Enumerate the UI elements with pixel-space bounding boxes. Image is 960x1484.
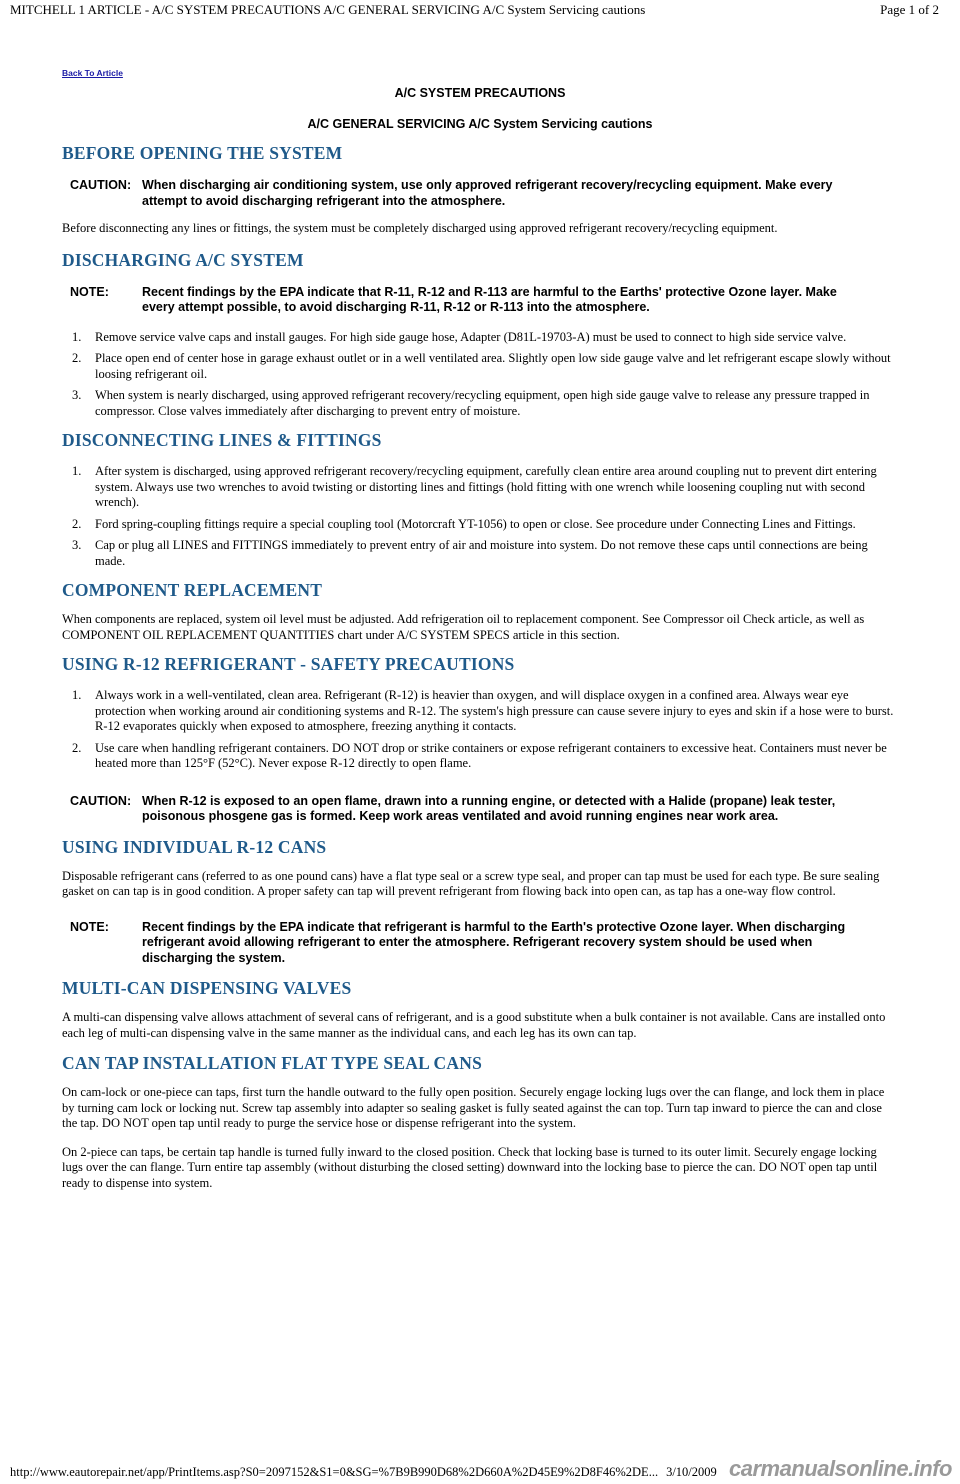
list-number: 3.: [72, 388, 82, 402]
list-text: Use care when handling refrigerant containers. DO NOT drop or strike containers or expose refrigerant containers to excessive heat. Containers must never be heated more than 125°F (52°C). Never expose R-12 directly to open flame.: [95, 740, 887, 770]
note-text: Recent findings by the EPA indicate that R-11, R-12 and R-113 are harmful to the Earths' protective Ozone layer. Make every attempt possible, to avoid discharging R-11, R-12 or R-113 into the atmosphere.: [142, 284, 837, 314]
list-text: After system is discharged, using approved refrigerant recovery/recycling equipment, carefully clean entire area around coupling nut to prevent dirt entering system. Always use two wrenches to avoid twisting or distorting lines and fittings (hold fitting with one wrench while loosening coupling nut with second wrench).: [95, 464, 877, 509]
caution-box: [62, 178, 898, 209]
list-number: 1.: [72, 329, 82, 344]
print-header-title: MITCHELL 1 ARTICLE - A/C SYSTEM PRECAUTIONS A/C GENERAL SERVICING A/C System Servicing cautions: [10, 2, 646, 17]
list-item: [62, 517, 898, 533]
list-number: 2.: [72, 351, 82, 365]
caution-text: When discharging air conditioning system, use only approved refrigerant recovery/recycling equipment. Make every attempt to avoid discharging refrigerant into the atmosphere.: [142, 178, 833, 208]
print-footer: [10, 1465, 717, 1480]
back-to-article-link[interactable]: Back To Article: [62, 68, 123, 78]
list-item: [62, 538, 898, 569]
caution-box: [62, 794, 898, 825]
document-subtitle: A/C GENERAL SERVICING A/C System Servicing cautions: [307, 117, 653, 131]
watermark-logo: carmanualsonline.info: [729, 1456, 952, 1481]
paragraph: Before disconnecting any lines or fittings, the system must be completely discharged using approved refrigerant recovery/recycling equipment.: [62, 221, 778, 235]
section-heading-component-replacement: COMPONENT REPLACEMENT: [62, 580, 323, 600]
section-heading-disconnecting: DISCONNECTING LINES & FITTINGS: [62, 430, 382, 450]
list-item: [62, 351, 898, 382]
footer-url: http://www.eautorepair.net/app/PrintItems.asp?S0=2097152&S1=0&SG=%7B9B990D68%2D660A%2D45E9%2D8F46%2DE...: [10, 1465, 659, 1479]
disconnecting-steps: [62, 464, 898, 569]
section-heading-r12-safety: USING R-12 REFRIGERANT - SAFETY PRECAUTIONS: [62, 654, 515, 674]
paragraph: A multi-can dispensing valve allows attachment of several cans of refrigerant, and is a good substitute when a bulk container is not available. Cans are installed onto each leg of multi-can dispensing valve in the same manner as the individual cans, and each leg has its own can tap.: [62, 1010, 886, 1040]
list-text: Cap or plug all LINES and FITTINGS immediately to prevent entry of air and moisture into system. Do not remove these caps until connections are being made.: [95, 538, 868, 568]
article-content: [62, 68, 898, 1191]
section-heading-multi-can: MULTI-CAN DISPENSING VALVES: [62, 978, 352, 998]
note-text: Recent findings by the EPA indicate that refrigerant is harmful to the Earth's protective Ozone layer. When discharging refrigerant avoid allowing refrigerant to enter the atmosphere. Refrigerant recovery system should be used when discharging the system.: [142, 919, 846, 965]
list-item: [62, 464, 898, 511]
section-heading-individual-cans: USING INDIVIDUAL R-12 CANS: [62, 836, 327, 857]
list-text: Ford spring-coupling fittings require a special coupling tool (Motorcraft YT-1056) to open or close. See procedure under Connecting Lines and Fittings.: [95, 516, 856, 531]
list-item: [62, 388, 898, 419]
note-label: NOTE:: [70, 919, 109, 934]
list-number: 1.: [72, 464, 82, 478]
footer-date: 3/10/2009: [666, 1465, 717, 1479]
note-box: [62, 285, 898, 316]
list-number: 1.: [72, 688, 82, 702]
section-heading-can-tap: CAN TAP INSTALLATION FLAT TYPE SEAL CANS: [62, 1053, 483, 1073]
list-number: 2.: [72, 740, 82, 755]
list-item: [62, 330, 898, 346]
note-box: [62, 920, 898, 967]
list-number: 2.: [72, 516, 82, 531]
list-text: Place open end of center hose in garage exhaust outlet or in a well ventilated area. Slightly open low side gauge valve and let refrigerant escape slowly without loosing refrigerant oil.: [95, 351, 891, 381]
list-text: Always work in a well-ventilated, clean area. Refrigerant (R-12) is heavier than oxygen, and will displace oxygen in a confined area. Always wear eye protection when working around air conditioning systems and R-12. The system's high pressure can cause severe injury to eyes and skin if a hose were to burst. R-12 evaporates quickly when exposed to atmosphere, freezing anything it contacts.: [95, 688, 894, 733]
list-number: 3.: [72, 538, 82, 552]
list-text: When system is nearly discharged, using approved refrigerant recovery/recycling equipment, open high side gauge valve to release any pressure trapped in compressor. Close valves immediately after discharging to prevent entry of moisture.: [95, 388, 870, 418]
page-number: Page 1 of 2: [880, 2, 939, 17]
r12-safety-steps: [62, 688, 898, 772]
page-header: [0, 0, 960, 20]
paragraph: On cam-lock or one-piece can taps, first turn the handle outward to the fully open position. Securely engage locking lugs over the can flange, and lock them in place by turning cam lock or locking nut. Screw tap assembly into adapter so sealing gasket is fully seated against the can top. Turn tap inward to pierce the can and close the tap. DO NOT open tap until ready to purge the service hose or dispense refrigerant into the system.: [62, 1085, 885, 1130]
paragraph: Disposable refrigerant cans (referred to as one pound cans) have a flat type seal or a screw type seal, and proper can tap must be used for each type. Be sure sealing gasket on can tap is in good condition. A proper safety can tap will prevent refrigerant from flowing back into open can, as tap has a one-way flow control.: [62, 868, 880, 898]
note-label: NOTE:: [70, 284, 109, 299]
caution-text: When R-12 is exposed to an open flame, drawn into a running engine, or detected with a Halide (propane) leak tester, poisonous phosgene gas is formed. Keep work areas ventilated and avoid running engines near work area.: [142, 793, 836, 823]
list-item: [62, 688, 898, 735]
paragraph: On 2-piece can taps, be certain tap handle is turned fully inward to the closed position. Check that locking base is turned to its outer limit. Securely engage locking lugs over the can flange. Turn entire tap assembly (without disturbing the closed setting) downward into the locking base to pierce the can. DO NOT open tap until ready to dispense into system.: [62, 1144, 878, 1190]
document-title: A/C SYSTEM PRECAUTIONS: [394, 86, 566, 100]
list-item: [62, 741, 898, 772]
discharging-steps: [62, 330, 898, 420]
caution-label: CAUTION:: [70, 793, 132, 808]
caution-label: CAUTION:: [70, 178, 132, 192]
paragraph: When components are replaced, system oil level must be adjusted. Add refrigeration oil to replacement component. See Compressor oil Check article, as well as COMPONENT OIL REPLACEMENT QUANTITIES chart under A/C SYSTEM SPECS article in this section.: [62, 612, 865, 642]
section-heading-before-opening: BEFORE OPENING THE SYSTEM: [62, 143, 343, 163]
section-heading-discharging: DISCHARGING A/C SYSTEM: [62, 249, 304, 270]
list-text: Remove service valve caps and install gauges. For high side gauge hose, Adapter (D81L-19703-A) must be used to connect to high side service valve.: [95, 329, 847, 344]
